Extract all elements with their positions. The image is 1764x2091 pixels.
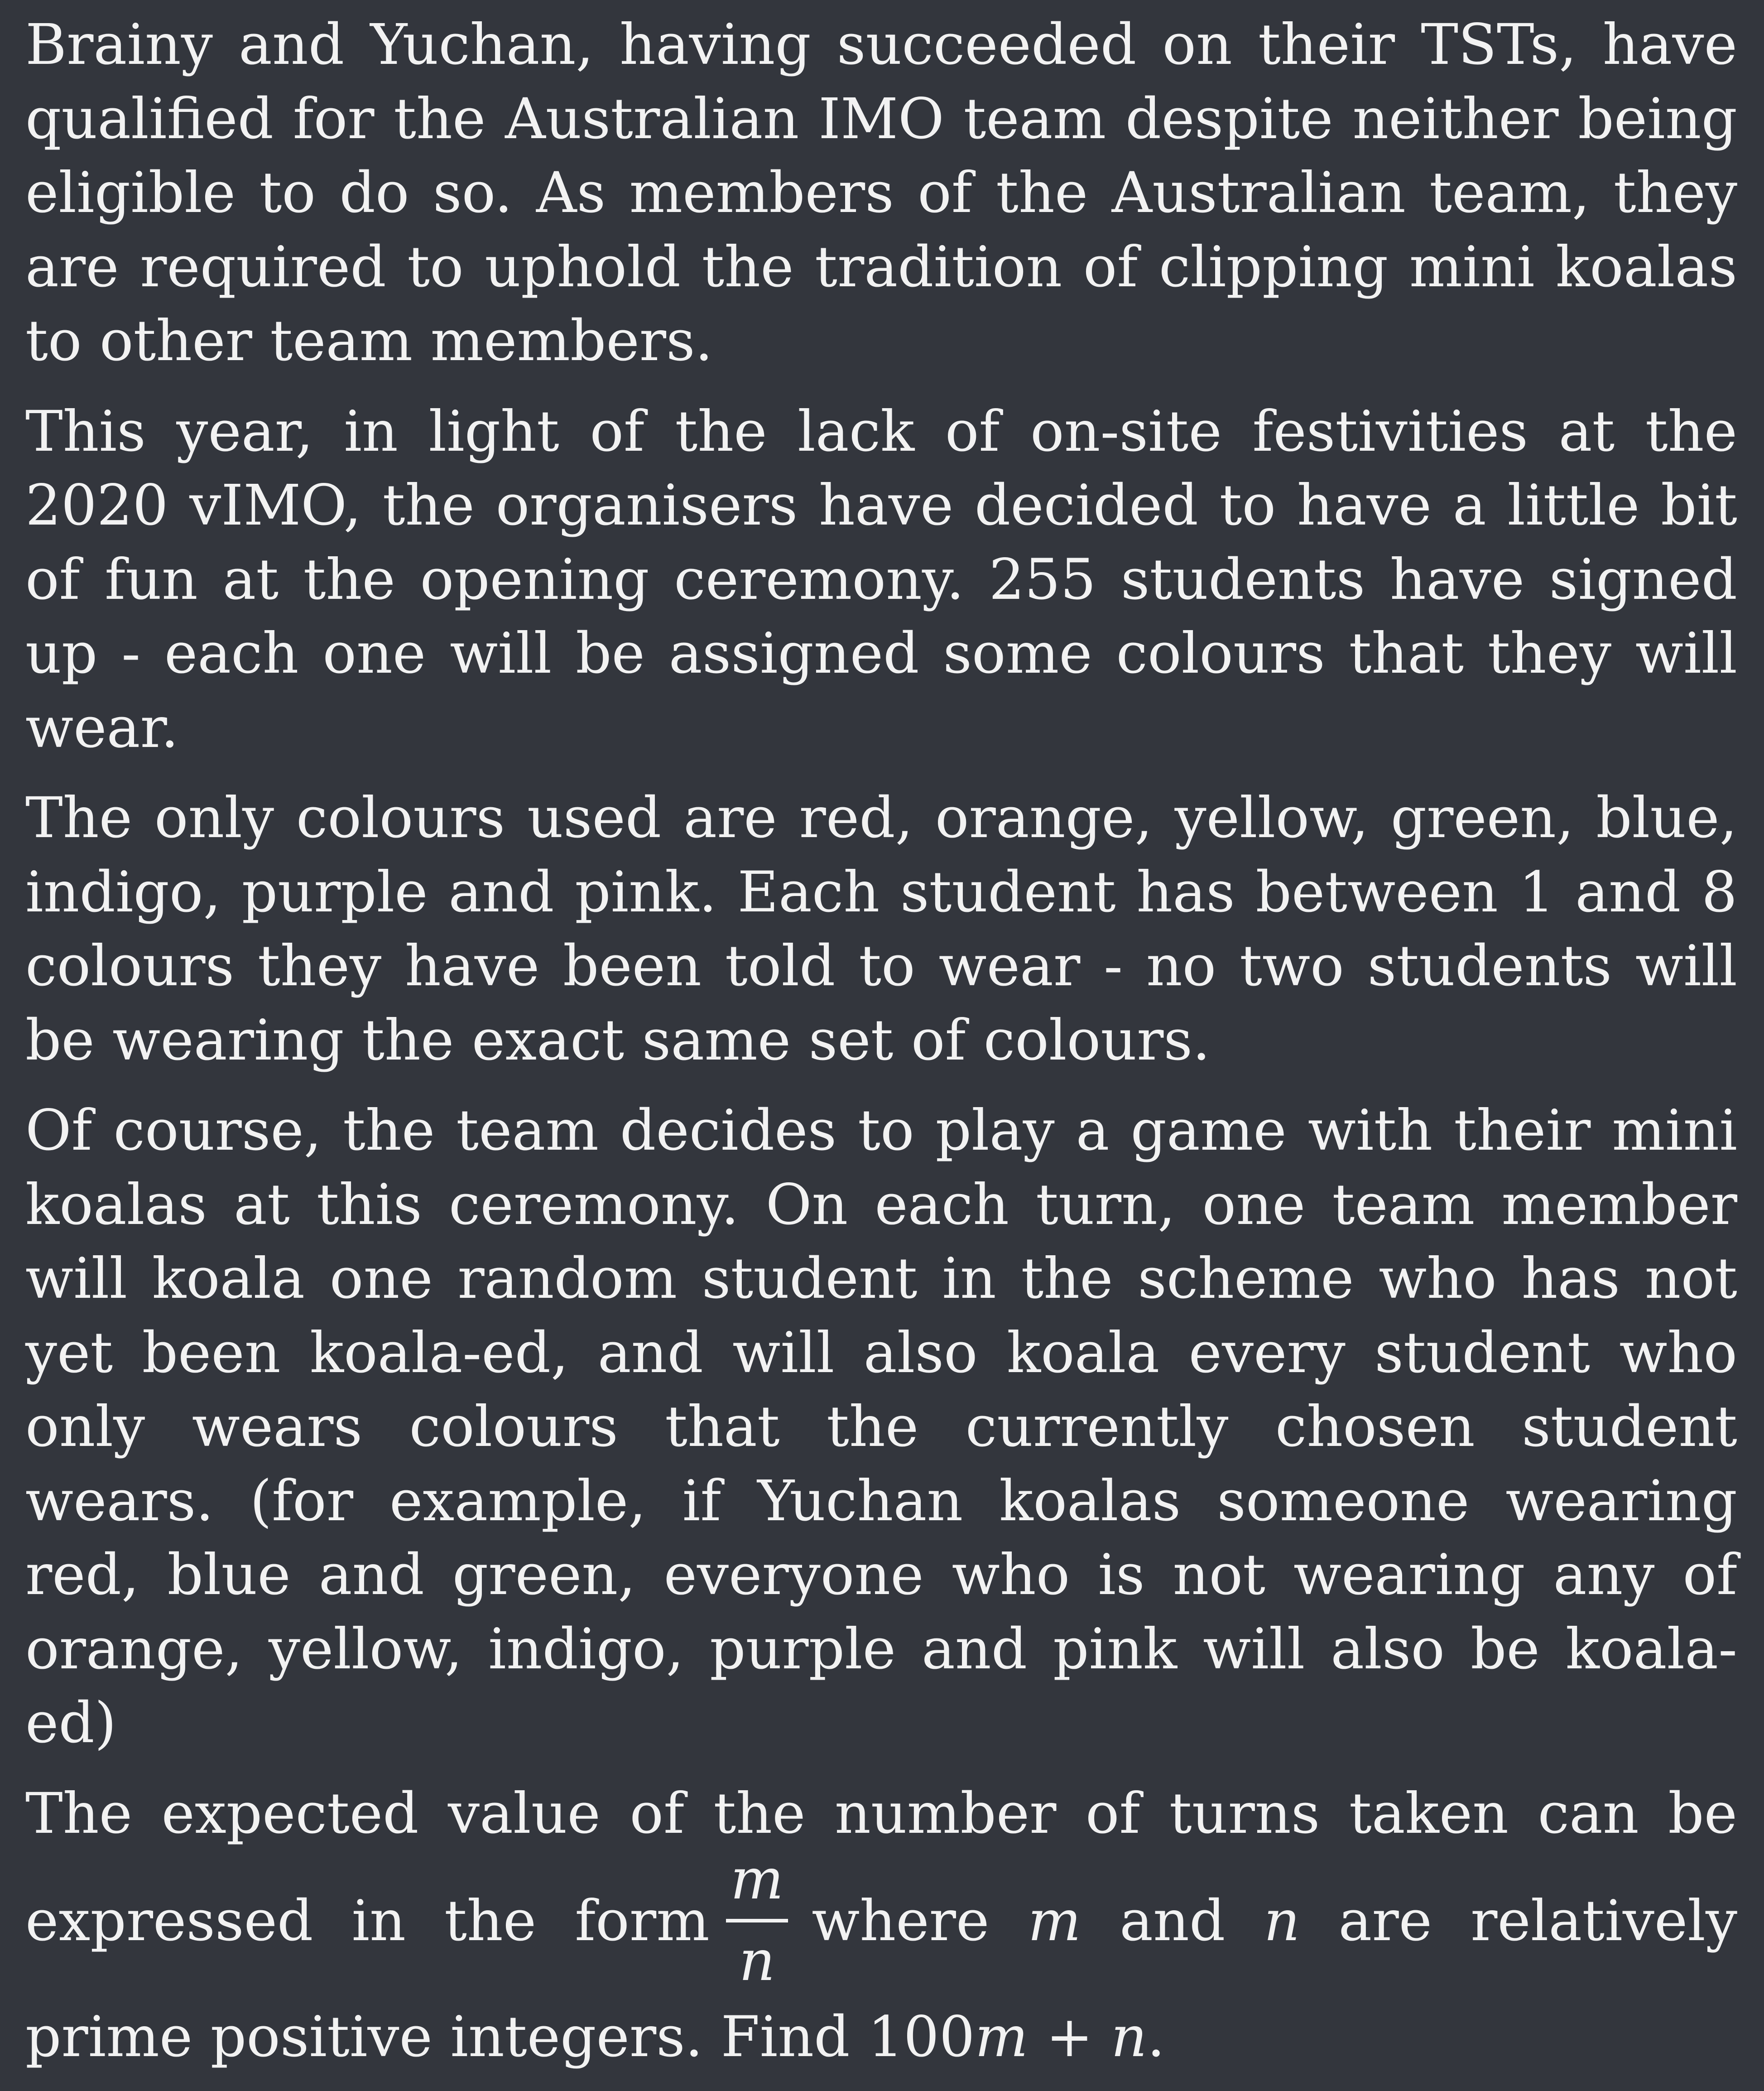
paragraph-ceremony: This year, in light of the lack of on-site festivities at the 2020 vIMO, the organisers have decided to have a little bit of fun at the opening ceremony. 255 students have signed up - each one will be assigned some colours that they will wear.: [25, 399, 1737, 761]
question-and: and: [1120, 1889, 1226, 1954]
fraction-m-over-n: [726, 1845, 788, 1995]
question-tail: are relatively prime positive integers. Find 100: [25, 1889, 1737, 2070]
answer-period: .: [1147, 2004, 1165, 2070]
answer-plus: +: [1028, 2004, 1111, 2070]
variable-m: m: [1028, 1889, 1081, 1954]
variable-n: n: [1264, 1889, 1300, 1954]
paragraph-colours: The only colours used are red, orange, yellow, green, blue, indigo, purple and pink. Each student has between 1 and 8 colours they have been told to wear - no two students will be wearing the exact same set of colours.: [25, 785, 1737, 1073]
paragraph-question: [25, 1777, 1737, 2075]
fraction-denominator: n: [739, 1928, 775, 1994]
paragraph-game: Of course, the team decides to play a game with their mini koalas at this ceremony. On each turn, one team member will koala one random student in the scheme who has not yet been koala-ed, and will also koala every student who only wears colours that the currently chosen student wears. (for example, if Yuchan koalas someone wearing red, blue and green, everyone who is not wearing any of orange, yellow, indigo, purple and pink will also be koala-ed): [25, 1098, 1737, 1756]
paragraph-intro: Brainy and Yuchan, having succeeded on their TSTs, have qualified for the Australian IMO team despite neither being eligible to do so. As members of the Australian team, they are required to uphold the tradition of clipping mini koalas to other team members.: [25, 12, 1737, 374]
problem-statement: [25, 8, 1737, 2091]
answer-var-m: m: [975, 2004, 1029, 2070]
question-where: where: [812, 1889, 990, 1954]
question-intro: The expected value of the number of turns taken can be expressed in the form: [25, 1781, 1737, 1954]
answer-var-n: n: [1110, 2004, 1147, 2070]
fraction-bar: [726, 1919, 788, 1922]
fraction-numerator: m: [730, 1847, 784, 1912]
